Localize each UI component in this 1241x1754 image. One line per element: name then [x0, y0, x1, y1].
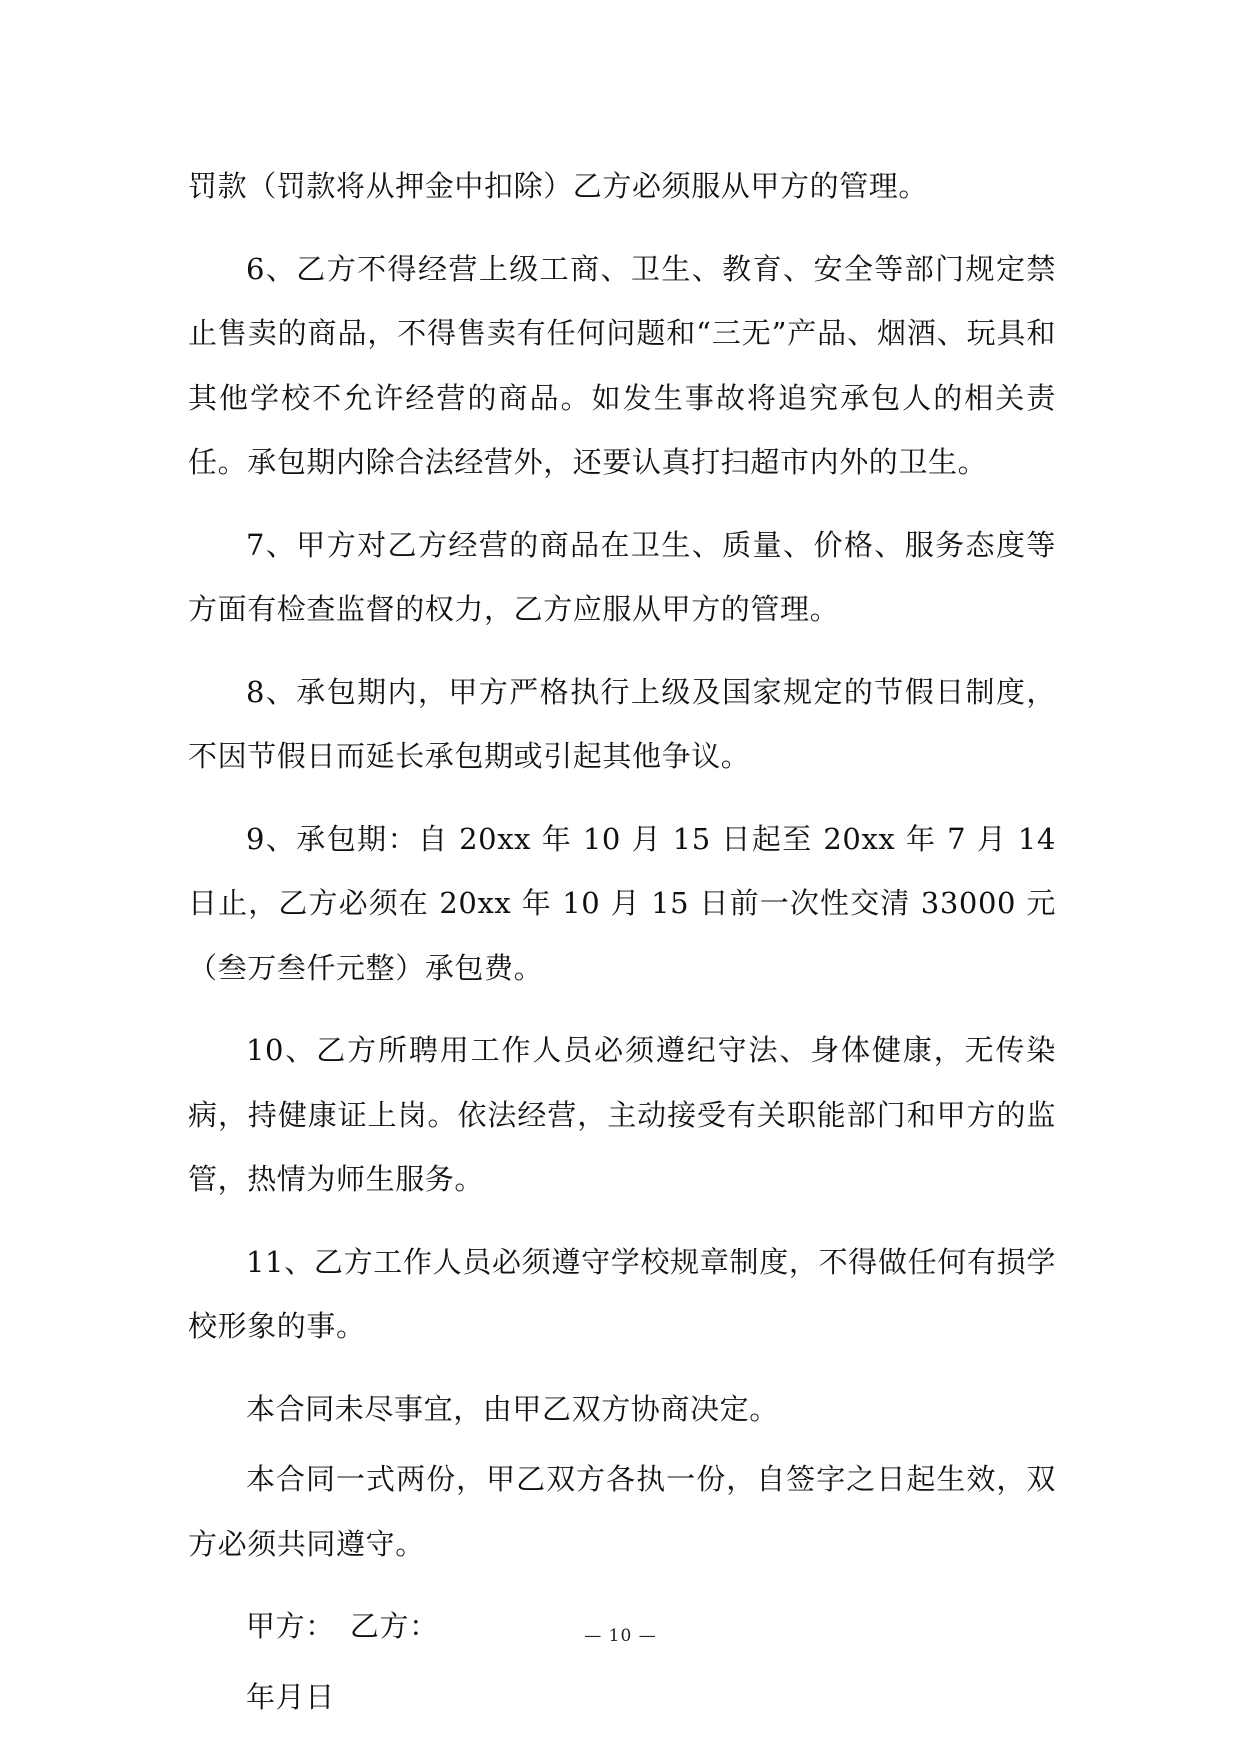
clause-9: 9、承包期：自 20xx 年 10 月 15 日起至 20xx 年 7 月 14 日止，乙方必须在 20xx 年 10 月 15 日前一次性交清 33000 元（叁万叁仟元整）承包费。 [188, 821, 1056, 985]
closing-note: 本合同未尽事宜，由甲乙双方协商决定。 [246, 1391, 779, 1426]
signature-line: 甲方： 乙方： [246, 1609, 439, 1643]
paragraph-continuation: 罚款（罚款将从押金中扣除）乙方必须服从甲方的管理。 [188, 169, 929, 203]
date-line: 年月日 [246, 1679, 335, 1714]
document-body [188, 154, 1056, 1747]
clause-7: 7、甲方对乙方经营的商品在卫生、质量、价格、服务态度等方面有检查监督的权力，乙方应服从甲方的管理。 [188, 527, 1056, 626]
copies-note: 本合同一式两份，甲乙双方各执一份，自签字之日起生效，双方必须共同遵守。 [188, 1462, 1056, 1561]
clause-11: 11、乙方工作人员必须遵守学校规章制度，不得做任何有损学校形象的事。 [188, 1244, 1056, 1343]
clause-8: 8、承包期内，甲方严格执行上级及国家规定的节假日制度，不因节假日而延长承包期或引起其他争议。 [188, 674, 1056, 773]
page-number: — 10 — [584, 1626, 657, 1646]
clause-10: 10、乙方所聘用工作人员必须遵纪守法、身体健康，无传染病，持健康证上岗。依法经营，主动接受有关职能部门和甲方的监管，热情为师生服务。 [188, 1033, 1056, 1196]
clause-6: 6、乙方不得经营上级工商、卫生、教育、安全等部门规定禁止售卖的商品，不得售卖有任何问题和“三无”产品、烟酒、玩具和其他学校不允许经营的商品。如发生事故将追究承包人的相关责任。承包期内除合法经营外，还要认真打扫超市内外的卫生。 [188, 251, 1056, 479]
